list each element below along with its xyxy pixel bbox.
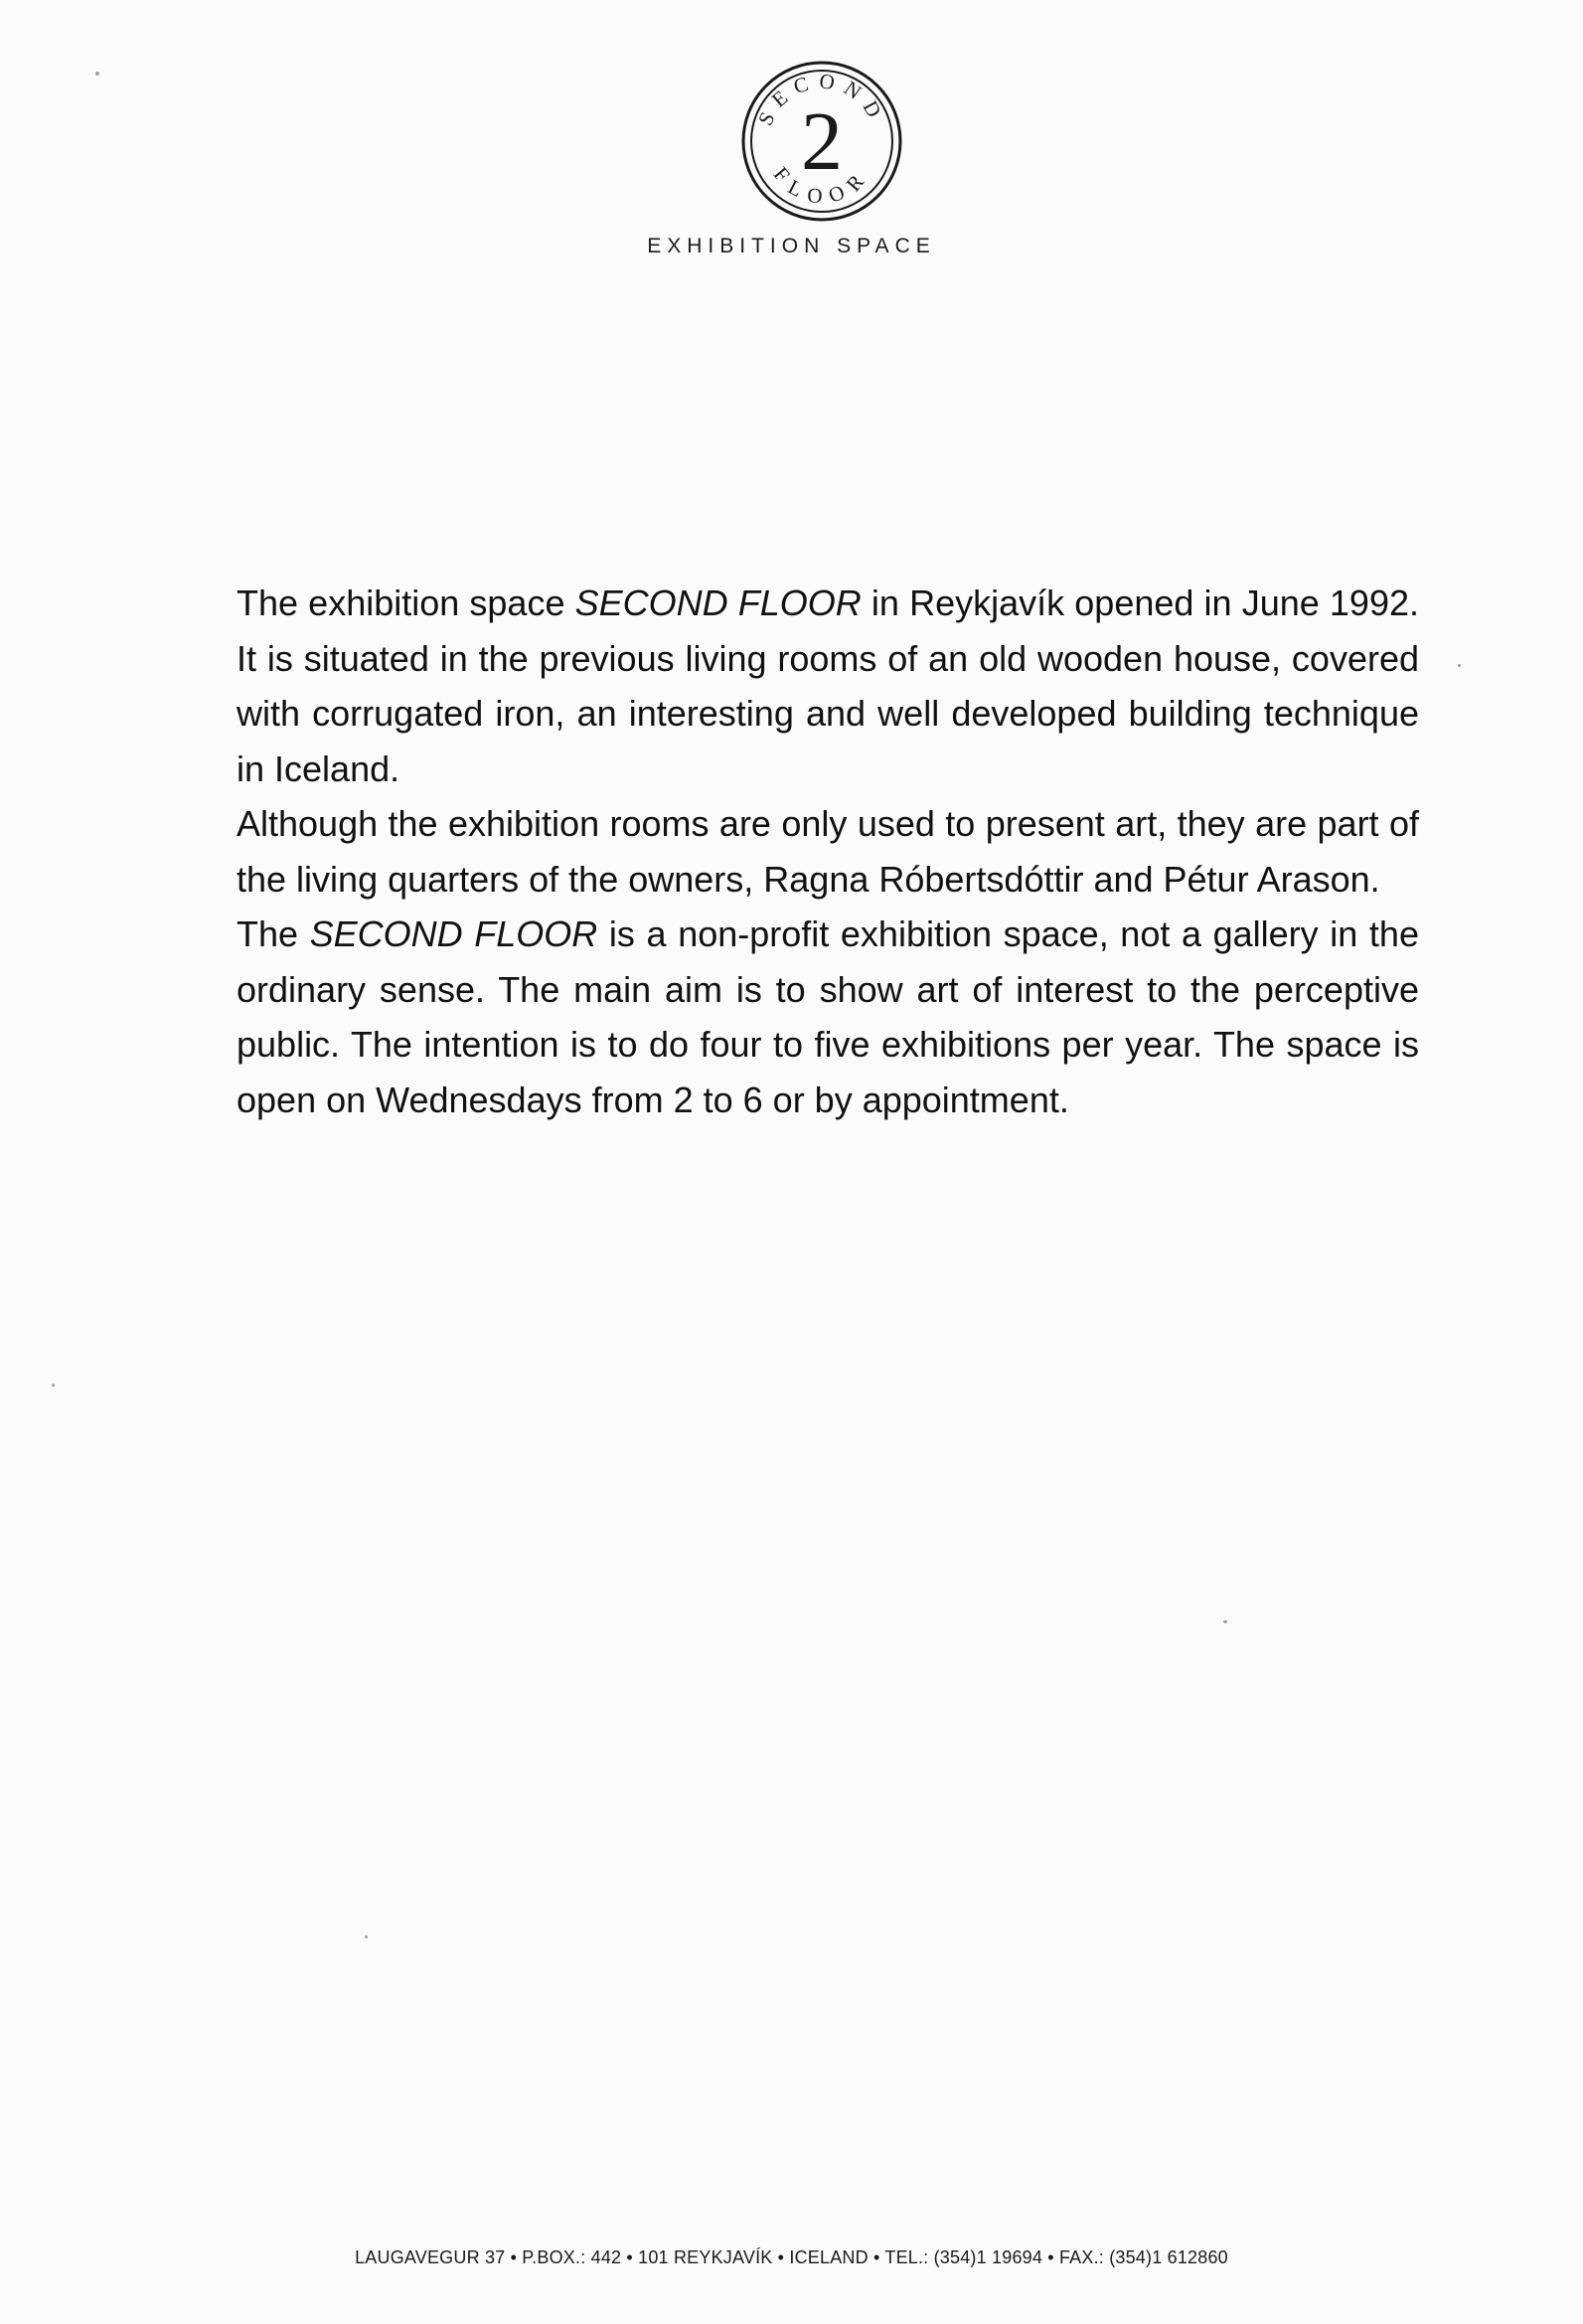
paragraph-purpose: The SECOND FLOOR is a non-profit exhibition space, not a gallery in the ordinary sense. The main aim is to show art of interest to the perceptive public. The intention is to do four to five exhibitions per year. The space is open on Wednesdays from 2 to 6 or by appointment.	[237, 913, 1419, 1120]
logo-emblem	[737, 57, 906, 226]
paper-speck	[52, 1384, 55, 1387]
logo-top-text: SECOND	[752, 68, 891, 129]
paper-speck	[95, 72, 99, 76]
paper-speck	[1223, 1620, 1227, 1623]
paper-speck	[1458, 664, 1461, 667]
paper-speck	[365, 1935, 368, 1938]
paragraph-owners: Although the exhibition rooms are only used to present art, they are part of the living quarters of the owners, Ragna Róbertsdóttir and Pétur Arason.	[237, 803, 1419, 900]
paragraph-opening: The exhibition space SECOND FLOOR in Reykjavík opened in June 1992. It is situated in the previous living rooms of an old wooden house, covered with corrugated iron, an interesting and well developed building technique in Iceland.	[237, 582, 1419, 789]
page-subtitle: EXHIBITION SPACE	[647, 235, 936, 257]
body-text	[237, 576, 1419, 1127]
logo-bottom-text: FLOOR	[768, 162, 875, 209]
address-footer: LAUGAVEGUR 37 • P.BOX.: 442 • 101 REYKJAVÍK • ICELAND • TEL.: (354)1 19694 • FAX.: (354)1 612860	[355, 2247, 1228, 2267]
logo-numeral: 2	[801, 95, 843, 188]
second-floor-logo	[737, 57, 906, 226]
